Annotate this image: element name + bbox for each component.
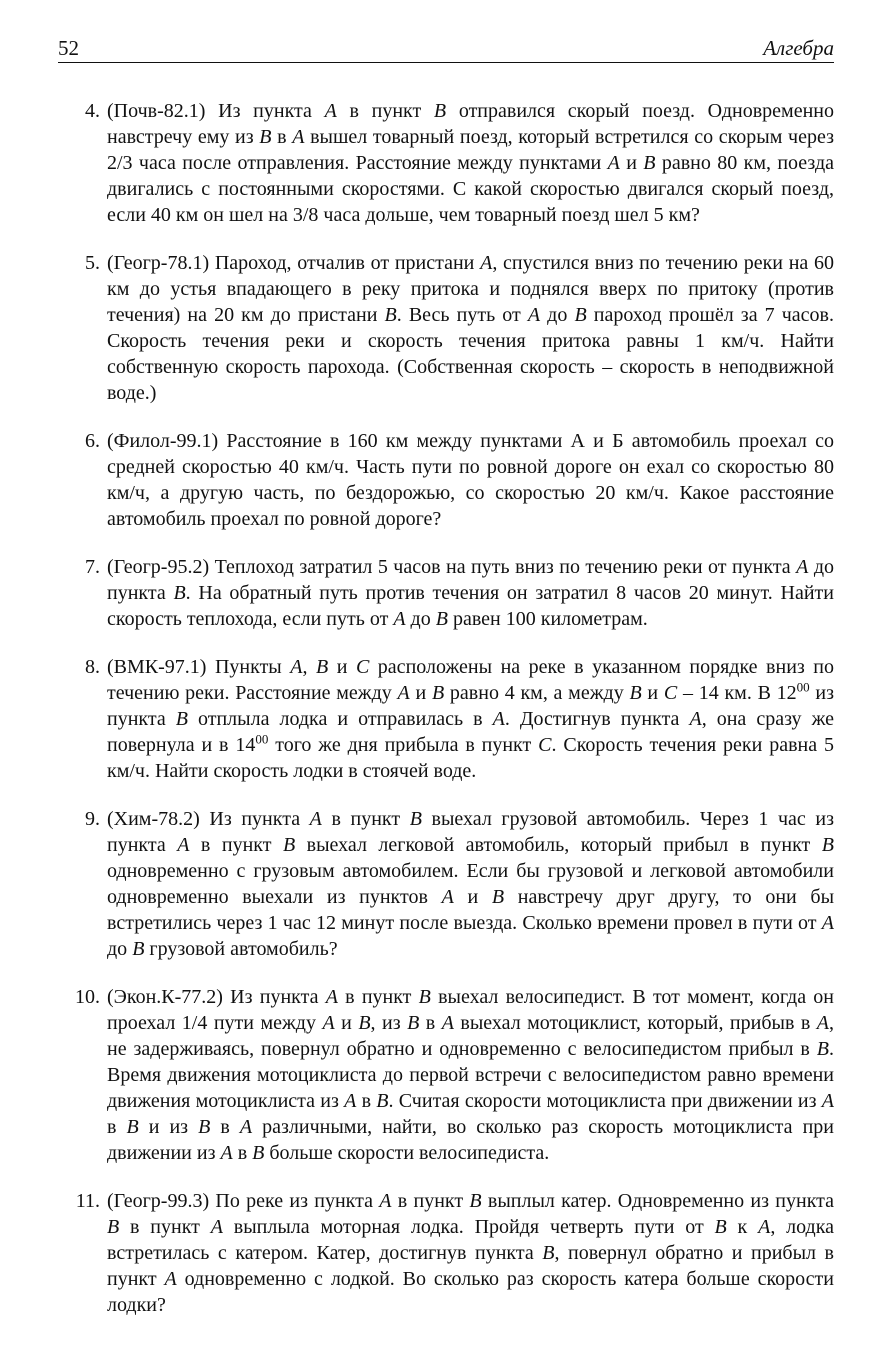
problem-text: (Филол-99.1) Расстояние в 160 км между пунктами А и Б автомобиль проехал со средней скоростью 40 км/ч. Часть пути по ровной дороге он ехал со скоростью 80 км/ч, а другую часть, по бездорожью, со скоростью 20 км/ч. Какое расстояние автомобиль проехал по ровной дороге? [107,430,835,530]
math-variable: C [538,734,552,756]
math-variable: B [175,708,188,730]
math-variable: A [220,1142,233,1164]
problem-number: 8. [85,656,100,678]
problem-item [56,984,834,1166]
math-variable: A [492,708,505,730]
math-variable: A [177,834,190,856]
page-number: 52 [58,36,79,60]
header-rule [58,62,834,63]
problem-item [56,1188,834,1318]
math-variable: C [663,682,678,704]
problem-text: (Хим-78.2) Из пункта A в пункт B выехал грузовой автомобиль. Через 1 час из пункта A в пункт B выехал легковой автомобиль, который прибыл в пункт B одновременно с грузовым автомобилем. Если бы грузовой и легковой автомобили одновременно выехали из пунктов A и B навстречу друг другу, то они бы встретились через 1 час 12 минут после выезда. Сколько времени провел в пути от A до B грузовой автомобиль? [107,808,835,960]
math-variable: B [643,152,656,174]
problem-source: (Почв-82.1) [107,100,206,122]
problem-source: (Геогр-95.2) [107,556,210,578]
math-variable: A [480,252,493,274]
math-variable: B [259,126,272,148]
problem-item [56,250,834,406]
math-variable: A [689,708,702,730]
problem-number: 7. [85,556,100,578]
problem-source: (Филол-99.1) [107,430,219,452]
problem-item [56,806,834,962]
math-variable: B [282,834,296,856]
problem-source: (Экон.К-77.2) [107,986,223,1008]
math-variable: B [821,834,834,856]
math-variable: B [714,1216,727,1238]
problem-text: (Геогр-99.3) По реке из пункта A в пункт B выплыл катер. Одновременно из пункта B в пункт A выплыла моторная лодка. Пройдя четверть пути от B к A, лодка встретилась с катером. Катер, достигнув пункта B, повернул обратно и прибыл в пункт A одновременно с лодкой. Во сколько раз скорость катера больше скорости лодки? [107,1190,835,1316]
math-variable: A [607,152,620,174]
problem-source: (Хим-78.2) [107,808,200,830]
math-variable: A [164,1268,177,1290]
math-variable: B [252,1142,265,1164]
math-variable: B [418,986,431,1008]
math-variable: B [542,1242,555,1264]
math-variable: B [816,1038,829,1060]
math-variable: A [758,1216,771,1238]
math-variable: B [431,682,445,704]
problem-source: (ВМК-97.1) [107,656,207,678]
math-variable: A [397,682,410,704]
math-variable: A [816,1012,830,1034]
problem-item [56,554,834,632]
math-variable: B [433,100,447,122]
math-variable: B [358,1012,371,1034]
problem-number: 4. [85,100,100,122]
problem-item [56,98,834,228]
superscript: 00 [255,731,269,747]
math-variable: B [469,1190,482,1212]
math-variable: B [132,938,145,960]
math-variable: A [210,1216,223,1238]
problem-text: (ВМК-97.1) Пункты A, B и C расположены на реке в указанном порядке вниз по течению реки. Расстояние между A и B равно 4 км, а между B и C – 14 км. В $12^{00}$ из пункта B отплыла лодка и отправилась в A. Достигнув пункта A, она сразу же повернула и в $14^{00}$ того же дня прибыла в пункт C. Скорость течения реки равна 5 км/ч. Найти скорость лодки в стоячей воде. [107,656,835,782]
problem-number: 10. [75,986,100,1008]
math-variable: B [384,304,397,326]
math-variable: A [290,656,303,678]
math-variable: B [409,808,422,830]
math-variable: B [574,304,587,326]
math-variable: A [821,912,834,934]
math-variable: A [292,126,305,148]
math-variable: A [527,304,541,326]
problem-list [56,98,834,1340]
problem-source: (Геогр-78.1) [107,252,210,274]
page-header [58,36,834,64]
math-variable: A [821,1090,834,1112]
problem-text: (Геогр-95.2) Теплоход затратил 5 часов на путь вниз по течению реки от пункта A до пункта B. На обратный путь против течения он затратил 8 часов 20 минут. Найти скорость теплохода, если путь от A до B равен 100 километрам. [107,556,834,630]
math-variable: B [173,582,186,604]
problem-item [56,654,834,784]
math-variable: A [344,1090,357,1112]
problem-number: 9. [85,808,100,830]
math-variable: A [322,1012,335,1034]
math-variable: B [376,1090,389,1112]
math-variable: A [796,556,809,578]
section-title: Алгебра [763,36,834,60]
problem-text: (Экон.К-77.2) Из пункта A в пункт B выехал велосипедист. В тот момент, когда он проехал 1/4 пути между A и B, из B в A выехал мотоциклист, который, прибыв в A, не задерживаясь, повернул обратно и одновременно с велосипедистом прибыл в B. Время движения мотоциклиста до первой встречи с велосипедистом равно времени движения мотоциклиста из A в B. Считая скорости мотоциклиста при движении из A в B и из B в A различными, найти, во сколько раз скорость мотоциклиста при движении из A в B больше скорости велосипедиста. [107,986,835,1164]
problem-number: 5. [85,252,100,274]
problem-text: (Почв-82.1) Из пункта A в пункт B отправился скорый поезд. Одновременно навстречу ему из B в A вышел товарный поезд, который встретился со скорым через 2/3 часа после отправления. Расстояние между пунктами A и B равно 80 км, поезда двигались с постоянными скоростями. С какой скоростью двигался скорый поезд, если 40 км он шел на 3/8 часа дольше, чем товарный поезд шел 5 км? [107,100,834,226]
math-variable: A [325,986,338,1008]
math-variable: B [629,682,642,704]
math-variable: A [324,100,337,122]
math-variable: A [441,886,454,908]
math-variable: B [435,608,448,630]
math-variable: A [309,808,322,830]
superscript: 00 [796,679,810,695]
math-variable: B [107,1216,120,1238]
math-variable: B [316,656,329,678]
problem-item [56,428,834,532]
math-variable: B [126,1116,139,1138]
math-variable: A [441,1012,454,1034]
math-variable: A [379,1190,392,1212]
problem-number: 11. [75,1190,100,1212]
problem-source: (Геогр-99.3) [107,1190,210,1212]
problem-text: (Геогр-78.1) Пароход, отчалив от пристани A, спустился вниз по течению реки на 60 км до устья впадающего в реку притока и поднялся вверх по притоку (против течения) на 20 км до пристани B. Весь путь от A до B пароход прошёл за 7 часов. Скорость течения реки и скорость течения притока равны 1 км/ч. Найти собственную скорость парохода. (Собственная скорость – скорость в неподвижной воде.) [107,252,835,404]
math-variable: A [393,608,406,630]
math-variable: B [198,1116,211,1138]
math-variable: B [491,886,505,908]
math-variable: C [355,656,370,678]
math-variable: B [407,1012,420,1034]
problem-number: 6. [85,430,100,452]
math-variable: A [239,1116,253,1138]
